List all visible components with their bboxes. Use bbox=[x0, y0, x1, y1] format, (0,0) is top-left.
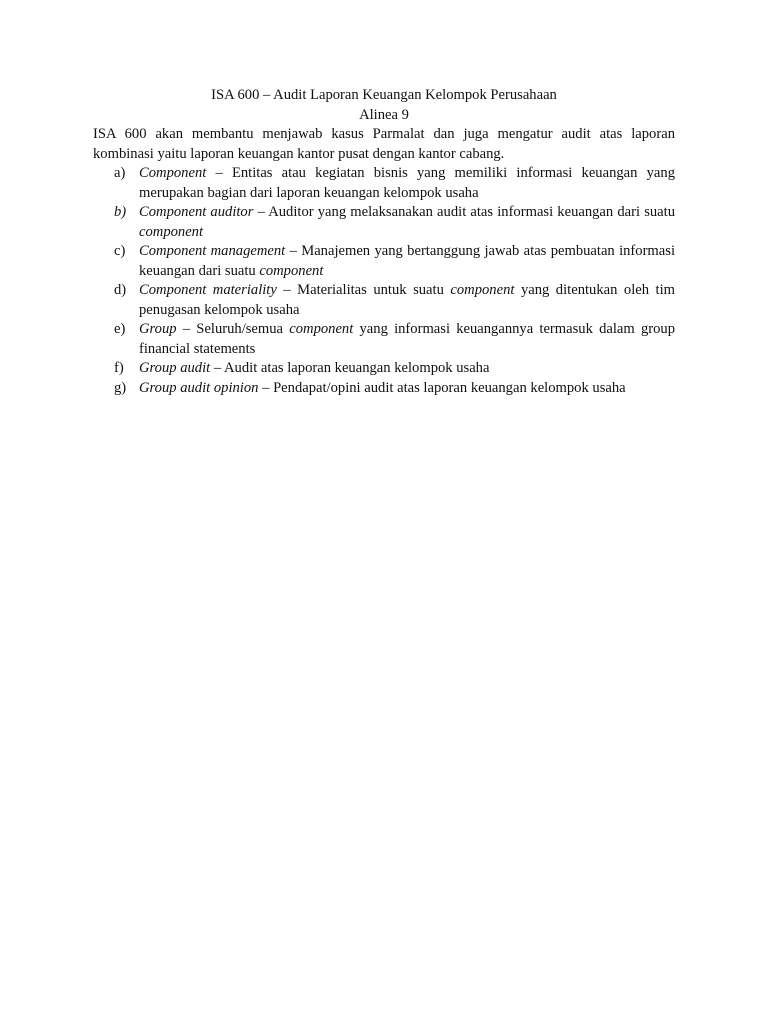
definition-emphasis: component bbox=[139, 223, 204, 240]
definition-separator: – bbox=[276, 282, 298, 298]
list-item bbox=[93, 281, 675, 320]
definition-term: Group audit bbox=[139, 360, 211, 376]
list-marker: a) bbox=[114, 165, 126, 181]
definition-emphasis: component bbox=[450, 282, 515, 298]
definition-emphasis: component bbox=[289, 321, 354, 337]
definition-text-continued: yang ditentukan oleh tim penugasan kelompok usaha bbox=[139, 282, 675, 318]
document-subtitle: Alinea 9 bbox=[359, 106, 409, 123]
document-title: ISA 600 – Audit Laporan Keuangan Kelompok Perusahaan bbox=[211, 87, 557, 103]
document-page bbox=[93, 86, 675, 398]
definition-separator: – bbox=[206, 165, 232, 181]
list-item bbox=[93, 242, 675, 281]
definition-text: Pendapat/opini audit atas laporan keuangan kelompok usaha bbox=[273, 379, 626, 396]
definition-list bbox=[93, 164, 675, 398]
definition-text: Auditor yang melaksanakan audit atas informasi keuangan dari suatu bbox=[268, 204, 675, 220]
definition-term: Component materiality bbox=[139, 282, 277, 298]
definition-text: Manajemen yang bertanggung jawab atas pembuatan informasi keuangan dari suatu bbox=[139, 243, 675, 279]
definition-term: Group bbox=[139, 321, 177, 337]
list-marker: g) bbox=[114, 379, 127, 396]
list-item bbox=[93, 359, 675, 379]
definition-text: Audit atas laporan keuangan kelompok usaha bbox=[224, 360, 490, 376]
definition-text-continued: yang informasi keuangannya termasuk dalam group financial statements bbox=[139, 321, 676, 357]
definition-term: Component bbox=[139, 165, 207, 181]
list-item bbox=[93, 379, 675, 399]
definition-term: Component auditor bbox=[139, 204, 254, 220]
list-marker: d) bbox=[114, 282, 127, 298]
list-marker: f) bbox=[114, 360, 124, 376]
list-marker: c) bbox=[114, 243, 126, 259]
list-marker: b) bbox=[114, 204, 127, 220]
list-item bbox=[93, 320, 675, 359]
definition-text: Entitas atau kegiatan bisnis yang memiliki informasi keuangan yang merupakan bagian dari laporan keuangan kelompok usaha bbox=[139, 165, 675, 201]
definition-emphasis: component bbox=[259, 262, 324, 279]
list-item bbox=[93, 164, 675, 203]
definition-text: Materialitas untuk suatu bbox=[297, 282, 451, 298]
definition-separator: – bbox=[285, 243, 302, 259]
definition-term: Group audit opinion bbox=[139, 379, 259, 396]
definition-term: Component management bbox=[139, 243, 286, 259]
definition-separator: – bbox=[253, 204, 269, 220]
definition-separator: – bbox=[210, 360, 225, 376]
intro-paragraph: ISA 600 akan membantu menjawab kasus Parmalat dan juga mengatur audit atas laporan kombinasi yaitu laporan keuangan kantor pusat dengan kantor cabang. bbox=[93, 126, 675, 162]
definition-separator: – bbox=[176, 321, 197, 337]
definition-separator: – bbox=[258, 379, 274, 396]
list-marker: e) bbox=[114, 321, 126, 337]
definition-text: Seluruh/semua bbox=[196, 321, 290, 337]
list-item bbox=[93, 203, 675, 242]
